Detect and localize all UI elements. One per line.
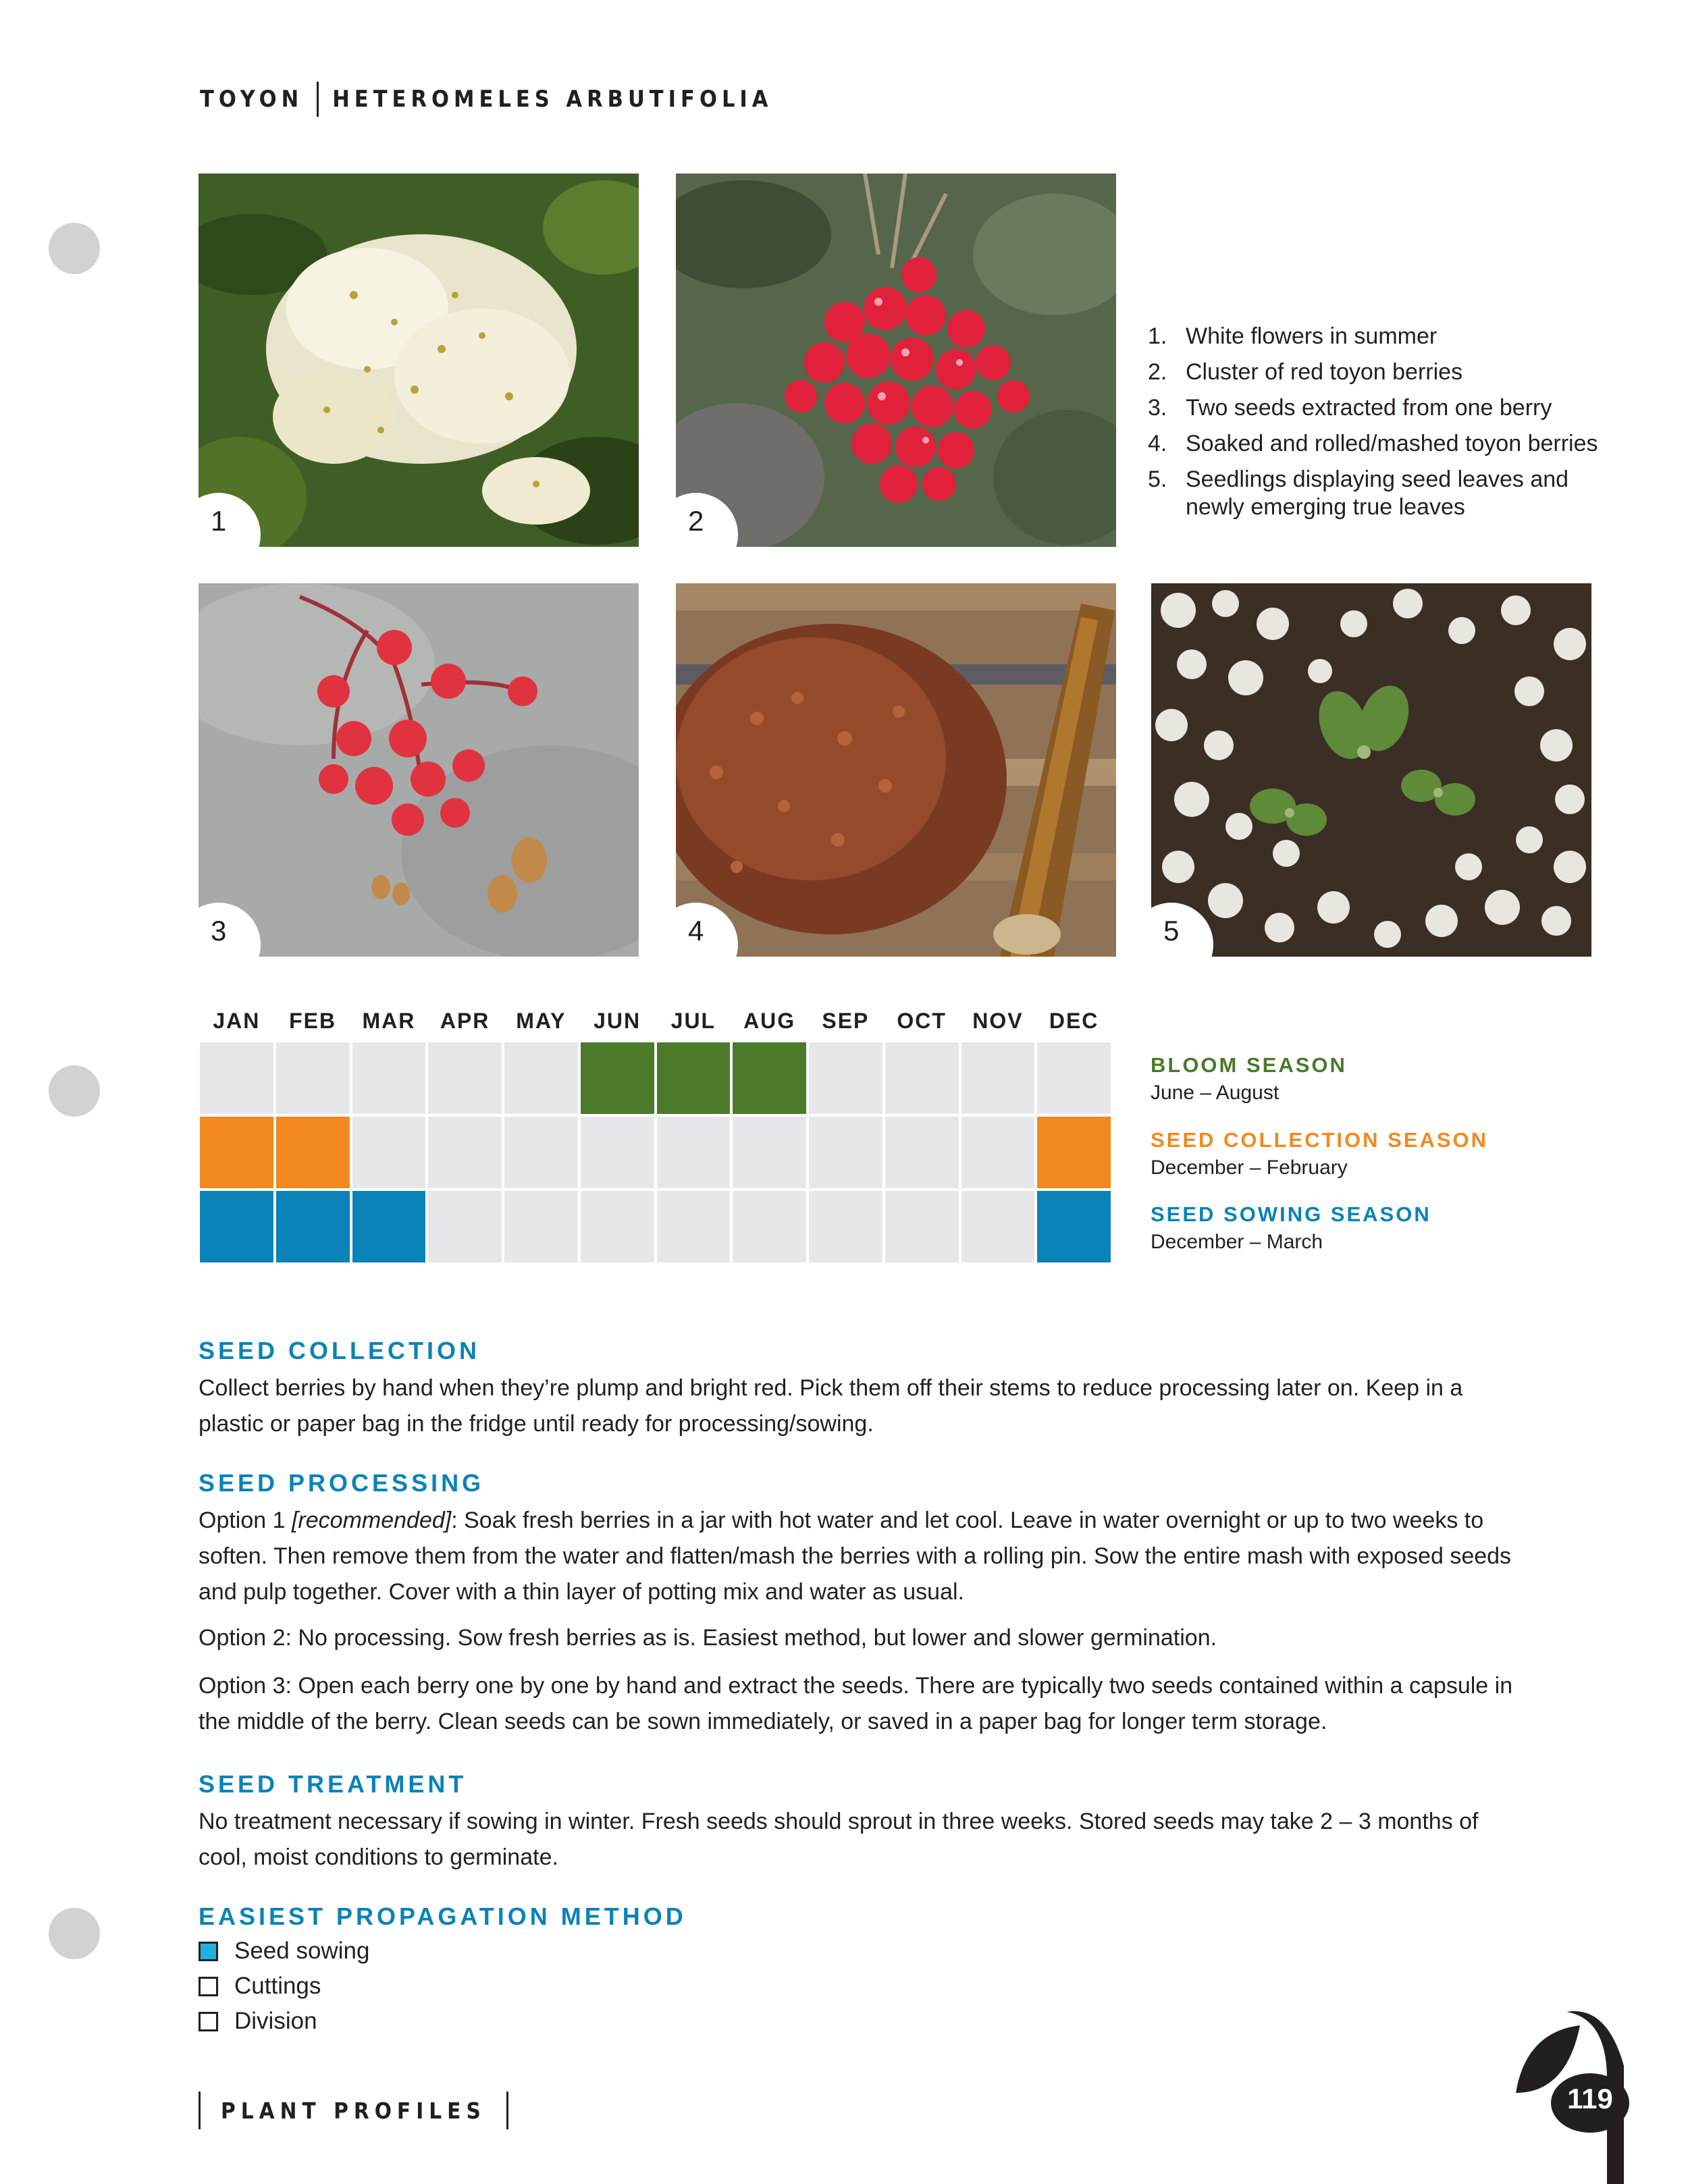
calendar-cell-bloom-jan bbox=[200, 1042, 273, 1114]
legend-sowing-range: December – March bbox=[1151, 1231, 1323, 1253]
calendar-cell-collect-jun bbox=[581, 1117, 654, 1188]
month-label: MAR bbox=[362, 1009, 416, 1033]
calendar-cell-sow-jan bbox=[200, 1191, 273, 1262]
photo-number-badge: 5 bbox=[1151, 903, 1213, 957]
text-seed-collection: Collect berries by hand when they’re plump and bright red. Pick them off their stems to reduce processing later on. Keep in a plastic or paper bag in the fridge until ready for processing/sowing. bbox=[199, 1375, 1463, 1437]
legend-collection bbox=[1151, 1128, 1623, 1179]
page-number: 119 bbox=[1567, 2083, 1613, 2114]
calendar-cell-sow-nov bbox=[961, 1191, 1035, 1262]
calendar-cell-collect-nov bbox=[961, 1117, 1035, 1188]
calendar-cell-bloom-feb bbox=[276, 1042, 350, 1114]
calendar-cell-collect-jan bbox=[200, 1117, 273, 1188]
header-divider bbox=[317, 82, 319, 117]
calendar-cell-collect-aug bbox=[733, 1117, 806, 1188]
legend-bloom-range: June – August bbox=[1151, 1082, 1280, 1104]
red-berries-photo-icon bbox=[676, 174, 1116, 547]
calendar-cell-bloom-nov bbox=[961, 1042, 1035, 1114]
photo-white-flowers bbox=[199, 174, 639, 547]
calendar-cell-sow-may bbox=[504, 1191, 578, 1262]
text-processing-option-1: Option 1 [recommended]: Soak fresh berries in a jar with hot water and let cool. Leave in water overnight or up to two weeks to soften. Then remove them from the water and flatten/mash the berries with a rolling pin. Sow the entire mash with exposed seeds and pulp together. Cover with a thin layer of potting mix and water as usual. bbox=[199, 1508, 1512, 1605]
photo-red-berries bbox=[676, 174, 1116, 547]
legend-collection-title: SEED COLLECTION SEASON bbox=[1151, 1128, 1489, 1152]
seeds-photo-icon bbox=[199, 583, 639, 957]
calendar-row-collect bbox=[199, 1115, 1112, 1190]
photo-number-badge: 4 bbox=[676, 903, 738, 957]
calendar-cell-sow-jun bbox=[581, 1191, 654, 1262]
photo-number-badge: 1 bbox=[199, 493, 261, 547]
method-cuttings: Cuttings bbox=[199, 1973, 321, 2000]
caption-item: 5. Seedlings displaying seed leaves and newly emerging true leaves bbox=[1148, 467, 1569, 520]
photo-captions bbox=[1148, 323, 1620, 529]
month-label: OCT bbox=[897, 1009, 947, 1033]
photo-seedlings bbox=[1151, 583, 1591, 957]
month-label: JAN bbox=[213, 1009, 261, 1033]
heading-seed-treatment: SEED TREATMENT bbox=[199, 1770, 467, 1798]
common-name: TOYON bbox=[200, 86, 304, 113]
photo-number-badge: 2 bbox=[676, 493, 738, 547]
white-flowers-photo-icon bbox=[199, 174, 639, 547]
mashed-berries-photo-icon bbox=[676, 583, 1116, 957]
calendar-cell-collect-may bbox=[504, 1117, 578, 1188]
caption-item: 4. Soaked and rolled/mashed toyon berries bbox=[1148, 431, 1598, 456]
caption-item: 1. White flowers in summer bbox=[1148, 323, 1438, 349]
calendar-month-labels bbox=[199, 1009, 1112, 1034]
text-seed-treatment: No treatment necessary if sowing in winter. Fresh seeds should sprout in three weeks. Stored seeds may take 2 – 3 months of cool, moist conditions to germinate. bbox=[199, 1809, 1479, 1870]
running-header bbox=[200, 84, 772, 115]
photo-number-badge: 3 bbox=[199, 903, 261, 957]
calendar-cell-bloom-oct bbox=[885, 1042, 959, 1114]
heading-seed-processing: SEED PROCESSING bbox=[199, 1469, 485, 1497]
month-label: MAY bbox=[516, 1009, 566, 1033]
checkbox-seed-sowing bbox=[199, 1942, 218, 1961]
text-processing-option-3: Option 3: Open each berry one by one by hand and extract the seeds. There are typically two seeds contained within a capsule in the middle of the berry. Clean seeds can be sown immediately, or saved in a paper bag for longer term storage. bbox=[199, 1673, 1513, 1734]
footer-label: PLANT PROFILES bbox=[221, 2097, 486, 2124]
footer-divider-left bbox=[199, 2092, 201, 2129]
month-label: JUL bbox=[670, 1009, 716, 1033]
calendar-cell-bloom-jun bbox=[581, 1042, 654, 1114]
calendar-cell-sow-mar bbox=[352, 1191, 426, 1262]
legend-sowing bbox=[1151, 1202, 1623, 1254]
legend-sowing-title: SEED SOWING SEASON bbox=[1151, 1202, 1431, 1226]
caption-item: 3. Two seeds extracted from one berry bbox=[1148, 395, 1552, 421]
calendar-cell-collect-apr bbox=[428, 1117, 502, 1188]
calendar-cell-bloom-jul bbox=[657, 1042, 731, 1114]
calendar-cell-collect-sep bbox=[809, 1117, 882, 1188]
calendar-cell-bloom-mar bbox=[352, 1042, 426, 1114]
footer-divider-right bbox=[506, 2092, 508, 2129]
season-calendar-grid bbox=[199, 1041, 1112, 1264]
calendar-cell-collect-dec bbox=[1037, 1117, 1111, 1188]
month-label: FEB bbox=[289, 1009, 337, 1033]
calendar-cell-sow-aug bbox=[733, 1191, 806, 1262]
calendar-cell-bloom-may bbox=[504, 1042, 578, 1114]
calendar-cell-sow-apr bbox=[428, 1191, 502, 1262]
calendar-cell-sow-oct bbox=[885, 1191, 959, 1262]
seedlings-photo-icon bbox=[1151, 583, 1591, 957]
month-label: DEC bbox=[1049, 1009, 1099, 1033]
binder-hole-middle bbox=[49, 1065, 100, 1117]
photo-extracted-seeds bbox=[199, 583, 639, 957]
calendar-row-sow bbox=[199, 1190, 1112, 1264]
legend-collection-range: December – February bbox=[1151, 1156, 1348, 1179]
binder-hole-bottom bbox=[49, 1908, 100, 1959]
calendar-cell-collect-feb bbox=[276, 1117, 350, 1188]
calendar-cell-sow-dec bbox=[1037, 1191, 1111, 1262]
binder-hole-top bbox=[49, 223, 100, 274]
calendar-cell-collect-mar bbox=[352, 1117, 426, 1188]
month-label: SEP bbox=[822, 1009, 870, 1033]
text-processing-option-2: Option 2: No processing. Sow fresh berries as is. Easiest method, but lower and slower germination. bbox=[199, 1625, 1217, 1651]
checkbox-division bbox=[199, 2012, 218, 2031]
calendar-cell-bloom-sep bbox=[809, 1042, 882, 1114]
scientific-name: HETEROMELES ARBUTIFOLIA bbox=[332, 86, 773, 113]
calendar-row-bloom bbox=[199, 1041, 1112, 1115]
running-footer bbox=[199, 2092, 508, 2129]
calendar-cell-sow-sep bbox=[809, 1191, 882, 1262]
calendar-cell-collect-jul bbox=[657, 1117, 731, 1188]
month-label: NOV bbox=[972, 1009, 1024, 1033]
legend-bloom-title: BLOOM SEASON bbox=[1151, 1053, 1347, 1077]
photo-mashed-berries bbox=[676, 583, 1116, 957]
month-label: JUN bbox=[594, 1009, 641, 1033]
heading-propagation-method: EASIEST PROPAGATION METHOD bbox=[199, 1902, 687, 1930]
calendar-cell-sow-jul bbox=[657, 1191, 731, 1262]
calendar-cell-bloom-apr bbox=[428, 1042, 502, 1114]
caption-item: 2. Cluster of red toyon berries bbox=[1148, 359, 1463, 385]
calendar-cell-sow-feb bbox=[276, 1191, 350, 1262]
method-division: Division bbox=[199, 2008, 317, 2035]
checkbox-cuttings bbox=[199, 1977, 218, 1996]
method-seed-sowing: Seed sowing bbox=[199, 1938, 369, 1965]
heading-seed-collection: SEED COLLECTION bbox=[199, 1337, 481, 1364]
month-label: APR bbox=[440, 1009, 490, 1033]
calendar-cell-bloom-dec bbox=[1037, 1042, 1111, 1114]
month-label: AUG bbox=[743, 1009, 796, 1033]
calendar-cell-collect-oct bbox=[885, 1117, 959, 1188]
legend-bloom bbox=[1151, 1053, 1623, 1104]
calendar-cell-bloom-aug bbox=[733, 1042, 806, 1114]
